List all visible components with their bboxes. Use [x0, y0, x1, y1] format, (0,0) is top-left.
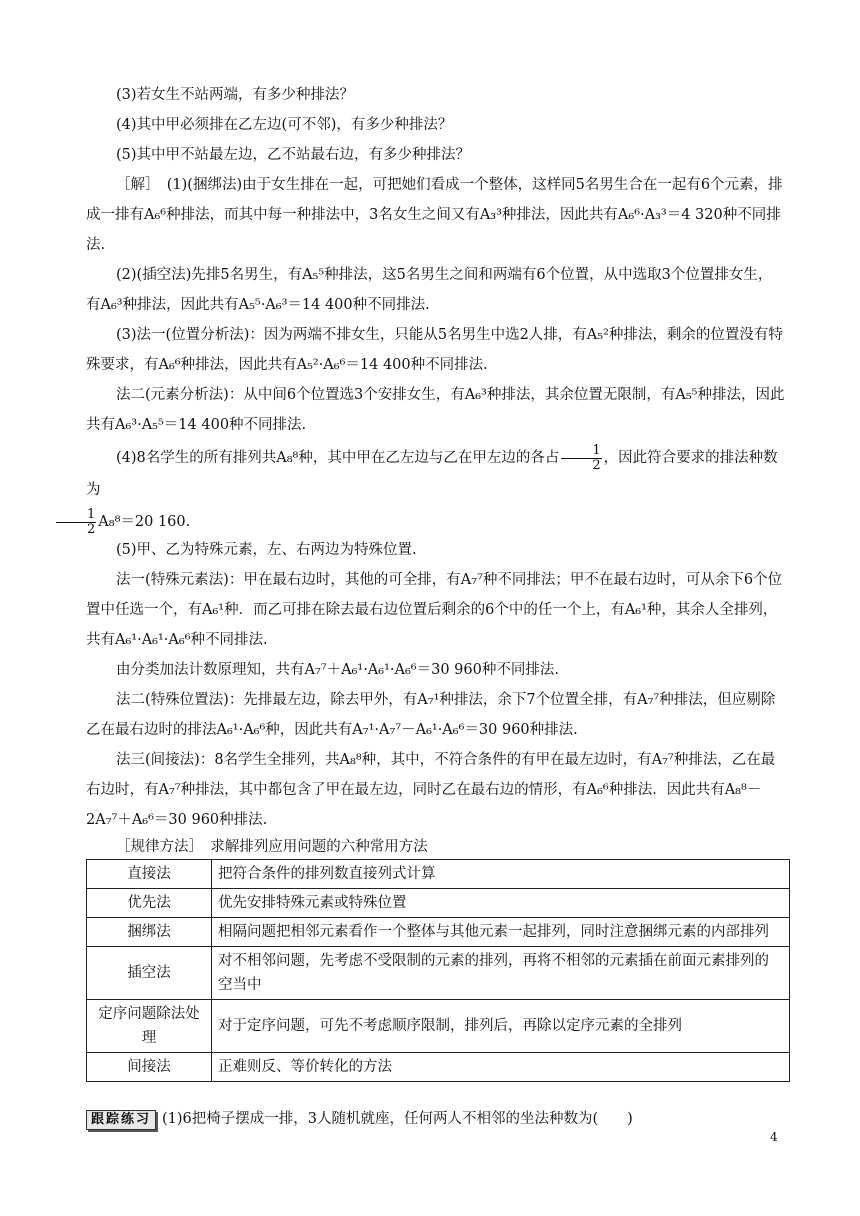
method-description-cell: 相隔问题把相邻元素看作一个整体与其他元素一起排列，同时注意捆绑元素的内部排列: [212, 918, 790, 947]
fraction-numerator: 1: [561, 444, 601, 459]
table-row: [87, 918, 790, 947]
solution-part-5-intro: (5)甲、乙为特殊元素，左、右两边为特殊位置.: [116, 542, 417, 558]
method-description-cell: 正难则反、等价转化的方法: [212, 1053, 790, 1082]
fraction-one-half-2: [56, 508, 96, 537]
practice-question-1: (1)6把椅子摆成一排，3人随机就座，任何两人不相邻的坐法种数为( ): [162, 1111, 633, 1127]
solution-part-4-text: (4)8名学生的所有排列共A₈⁸种，其中甲在乙左边与乙在甲左边的各占: [116, 450, 560, 466]
solution-part-4: [86, 442, 786, 538]
solution-part-3-method-1: (3)法一(位置分析法)：因为两端不排女生，只能从5名男生中选2人排，有A₅²种排法，剩余的位置没有特殊要求，有A₆⁶种排法，因此共有A₅²·A₆⁶＝14 400种不同排法.: [86, 327, 783, 373]
practice-line: [86, 1104, 786, 1134]
solution-part-3-method-2: 法二(元素分析法)：从中间6个位置选3个安排女生，有A₆³种排法，其余位置无限制，有A₅⁵种排法，因此共有A₆³·A₅⁵＝14 400种不同排法.: [86, 387, 785, 433]
table-row: [87, 889, 790, 918]
table-row: [87, 860, 790, 889]
question-3: (3)若女生不站两端，有多少种排法？: [116, 87, 355, 103]
solution-part-4-result: A₈⁸＝20 160.: [98, 514, 191, 530]
table-row: [87, 947, 790, 1000]
fraction-numerator: 1: [56, 508, 96, 523]
method-description-cell: 对于定序问题，可先不考虑顺序限制，排列后，再除以定序元素的全排列: [212, 1000, 790, 1053]
methods-table: [86, 859, 790, 1082]
fraction-denominator: 2: [592, 457, 601, 473]
question-5: (5)其中甲不站最左边，乙不站最右边，有多少种排法？: [116, 147, 471, 163]
solution-part-4-text-2: ，因此符合要求的排法种数为: [86, 450, 778, 498]
solution-part-5-method-1: 法一(特殊元素法)：甲在最右边时，其他的可全排，有A₇⁷种不同排法；甲不在最右边时，可从余下6个位置中任选一个，有A₆¹种．而乙可排在除去最右边位置后剩余的6个中的任一个上，有A₆¹种，其余人全排列，共有A₆¹·A₆¹·A₆⁶种不同排法.: [86, 572, 783, 648]
method-name-cell: 捆绑法: [87, 918, 212, 947]
method-name-cell: 间接法: [87, 1053, 212, 1082]
practice-tag: 跟踪练习: [86, 1110, 156, 1130]
method-name-cell: 定序问题除法处理: [87, 1000, 212, 1053]
page-number: 4: [770, 1130, 778, 1144]
solution-part-5-method-3: 法三(间接法)：8名学生全排列，共A₈⁸种，其中，不符合条件的有甲在最左边时，有A₇⁷种排法，乙在最右边时，有A₇⁷种排法，其中都包含了甲在最左边，同时乙在最右边的情形，有A₆⁶种排法．因此共有A₈⁸－2A₇⁷＋A₆⁶＝30 960种排法.: [86, 752, 776, 828]
rules-heading: ［规律方法］ 求解排列应用问题的六种常用方法: [116, 839, 428, 855]
method-name-cell: 直接法: [87, 860, 212, 889]
solution-part-1: ［解］ (1)(捆绑法)由于女生排在一起，可把她们看成一个整体，这样同5名男生合在一起有6个元素，排成一排有A₆⁶种排法，而其中每一种排法中，3名女生之间又有A₃³种排法，因此共有A₆⁶·A₃³＝4 320种不同排法.: [86, 177, 783, 253]
solution-part-5-method-2: 法二(特殊位置法)：先排最左边，除去甲外，有A₇¹种排法，余下7个位置全排，有A₇⁷种排法，但应剔除乙在最右边时的排法A₆¹·A₆⁶种，因此共有A₇¹·A₇⁷－A₆¹·A₆⁶＝30 960种排法.: [86, 692, 776, 738]
fraction-denominator: 2: [87, 521, 96, 537]
method-description-cell: 把符合条件的排列数直接列式计算: [212, 860, 790, 889]
table-row: [87, 1053, 790, 1082]
method-name-cell: 优先法: [87, 889, 212, 918]
solution-part-5-method-1-sum: 由分类加法计数原理知，共有A₇⁷＋A₆¹·A₆¹·A₆⁶＝30 960种不同排法.: [116, 662, 559, 678]
table-row: [87, 1000, 790, 1053]
method-description-cell: 对不相邻问题，先考虑不受限制的元素的排列，再将不相邻的元素插在前面元素排列的空当中: [212, 947, 790, 1000]
method-name-cell: 插空法: [87, 947, 212, 1000]
method-description-cell: 优先安排特殊元素或特殊位置: [212, 889, 790, 918]
fraction-one-half: [561, 444, 601, 473]
question-4: (4)其中甲必须排在乙左边(可不邻)，有多少种排法？: [116, 117, 453, 133]
solution-part-2: (2)(插空法)先排5名男生，有A₅⁵种排法，这5名男生之间和两端有6个位置，从中选取3个位置排女生，有A₆³种排法，因此共有A₅⁵·A₆³＝14 400种不同排法.: [86, 267, 773, 313]
